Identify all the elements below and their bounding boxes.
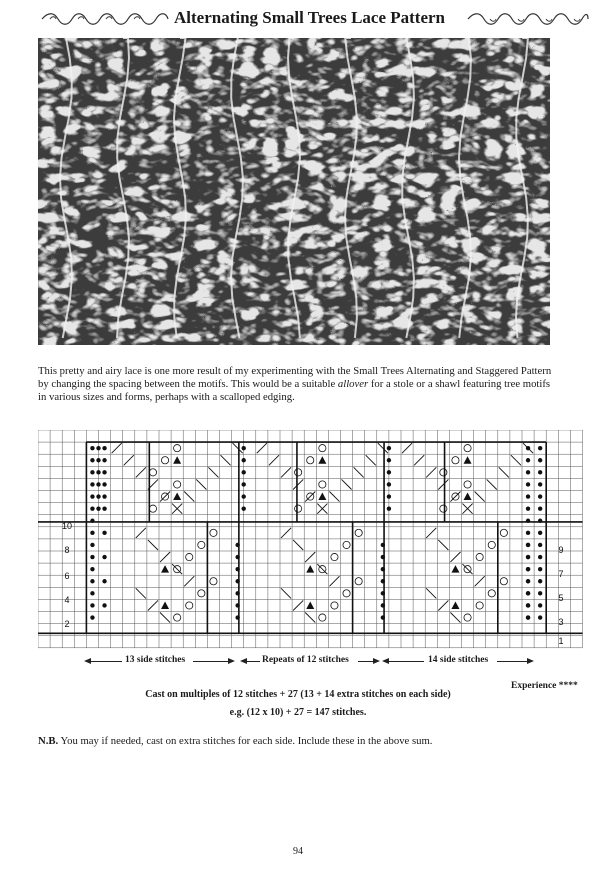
note xyxy=(38,735,432,747)
scroll-ornament-left-icon xyxy=(40,12,170,26)
row-number-left: 6 xyxy=(64,571,70,581)
title-row xyxy=(0,6,596,32)
experience-rating: Experience **** xyxy=(511,681,578,691)
cast-on-instructions: Cast on multiples of 12 stitches + 27 (13 + 14 extra stitches on each side) xyxy=(145,689,451,700)
row-number-left: 10 xyxy=(61,521,73,531)
note-text: You may if needed, cast on extra stitches for each side. Include these in the above sum. xyxy=(58,735,433,747)
side-stitches-right-label: 14 side stitches xyxy=(428,655,489,665)
row-number-right: 3 xyxy=(558,617,564,627)
row-number-left: 4 xyxy=(64,595,70,605)
row-number-right: 7 xyxy=(558,569,564,579)
intro-paragraph xyxy=(38,365,558,405)
lace-swatch-photo xyxy=(38,38,550,345)
row-number-right: 5 xyxy=(558,593,564,603)
row-number-right: 1 xyxy=(558,636,564,646)
intro-text-italic: allover xyxy=(337,378,369,391)
page-title: Alternating Small Trees Lace Pattern xyxy=(174,8,446,27)
page-number: 94 xyxy=(293,846,303,857)
intro-text-part2: for a stole or a shawl featuring tree motifs in various sizes and forms, perhaps with a scalloped edging. xyxy=(38,378,551,404)
side-stitches-left-label: 13 side stitches xyxy=(125,655,186,665)
knitting-chart xyxy=(38,430,586,652)
cast-on-example: e.g. (12 x 10) + 27 = 147 stitches. xyxy=(229,707,367,718)
row-number-right: 9 xyxy=(558,545,564,555)
note-label: N.B. xyxy=(38,735,59,747)
repeat-stitches-label: Repeats of 12 stitches xyxy=(262,655,349,665)
scroll-ornament-right-icon xyxy=(466,12,590,26)
row-number-left: 2 xyxy=(64,619,70,629)
row-number-left: 8 xyxy=(64,545,70,555)
intro-text-part1: This pretty and airy lace is one more result of my experimenting with the Small Trees Alternating and Staggered Pattern by changing the spacing between the motifs. This would be a suitable xyxy=(38,365,552,391)
